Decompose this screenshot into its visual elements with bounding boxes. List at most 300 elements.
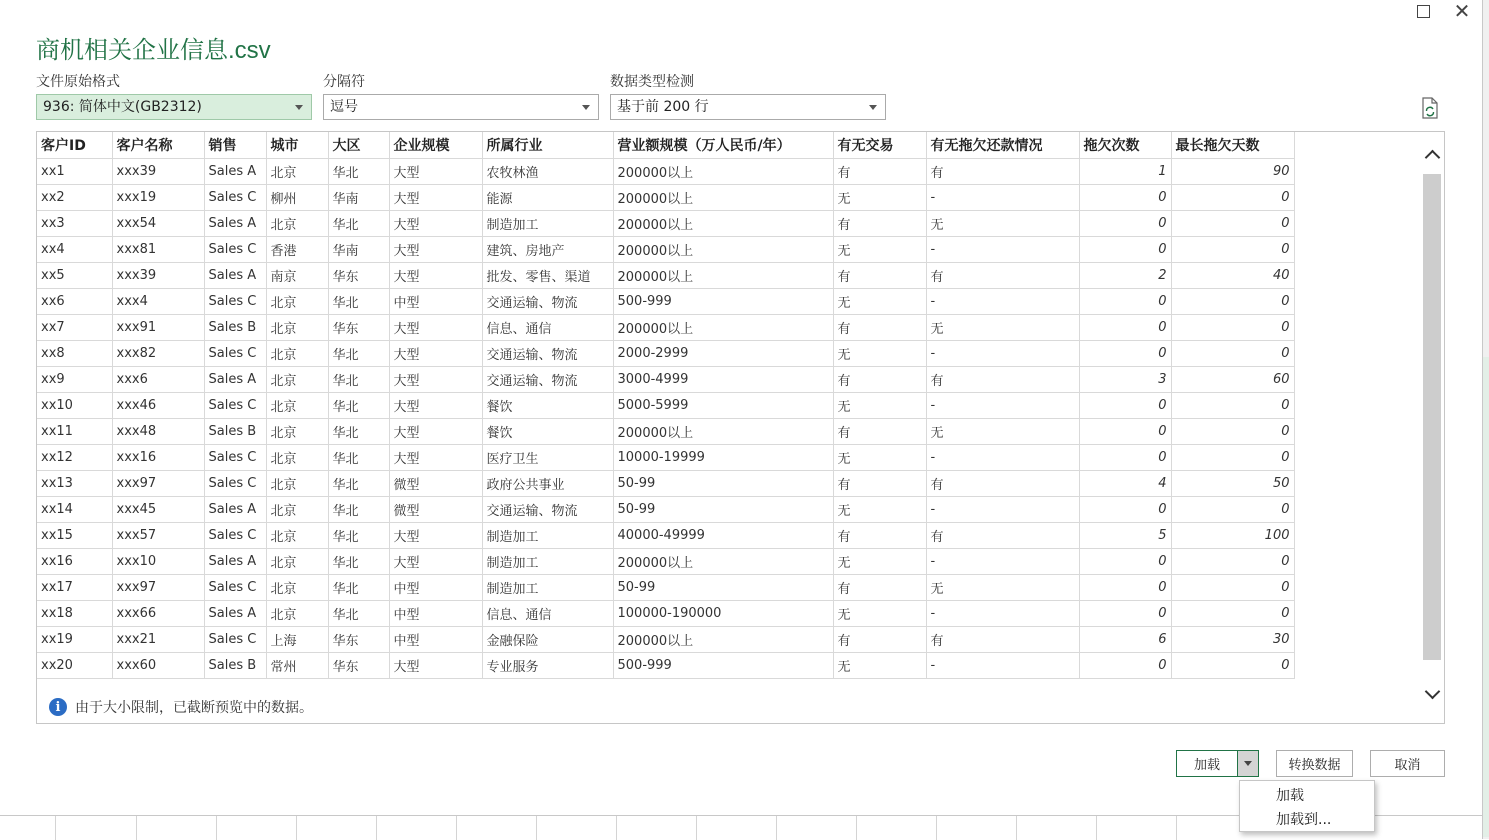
table-cell: xx15: [37, 523, 112, 549]
table-cell: xx10: [37, 393, 112, 419]
table-cell: 无: [833, 653, 926, 679]
table-cell: xx6: [37, 289, 112, 315]
table-cell: 200000以上: [613, 419, 833, 445]
table-cell: 有: [833, 367, 926, 393]
delimiter-value: 逗号: [330, 99, 358, 115]
table-cell: Sales C: [204, 523, 266, 549]
scroll-thumb[interactable]: [1423, 174, 1441, 660]
table-cell: 6: [1079, 627, 1171, 653]
table-cell: 制造加工: [482, 211, 613, 237]
table-cell: 北京: [266, 393, 328, 419]
table-cell: xx19: [37, 627, 112, 653]
truncation-message: 由于大小限制，已截断预览中的数据。: [75, 700, 313, 716]
table-cell: 北京: [266, 601, 328, 627]
table-cell: 中型: [389, 601, 482, 627]
table-row: [37, 445, 1294, 471]
table-cell: 柳州: [266, 185, 328, 211]
table-cell: 无: [833, 601, 926, 627]
table-cell: 0: [1079, 653, 1171, 679]
table-cell: 无: [926, 575, 1079, 601]
table-cell: 100000-190000: [613, 601, 833, 627]
table-cell: 0: [1079, 237, 1171, 263]
table-cell: xxx81: [112, 237, 204, 263]
table-cell: 90: [1171, 159, 1294, 185]
table-cell: 华南: [328, 185, 389, 211]
column-header[interactable]: 有无交易: [833, 132, 926, 159]
table-cell: xxx6: [112, 367, 204, 393]
table-cell: 有: [926, 471, 1079, 497]
table-cell: 0: [1171, 289, 1294, 315]
table-cell: 40: [1171, 263, 1294, 289]
table-cell: 华北: [328, 289, 389, 315]
background-sheet-edge: [1482, 0, 1489, 839]
table-cell: 华北: [328, 341, 389, 367]
table-cell: 3000-4999: [613, 367, 833, 393]
table-cell: 0: [1079, 185, 1171, 211]
table-cell: 建筑、房地产: [482, 237, 613, 263]
table-cell: -: [926, 341, 1079, 367]
table-cell: Sales A: [204, 211, 266, 237]
table-cell: xx5: [37, 263, 112, 289]
column-header[interactable]: 最长拖欠天数: [1171, 132, 1294, 159]
table-cell: 北京: [266, 445, 328, 471]
table-cell: 3: [1079, 367, 1171, 393]
table-cell: 华东: [328, 263, 389, 289]
table-cell: 香港: [266, 237, 328, 263]
table-cell: 大型: [389, 419, 482, 445]
table-cell: 无: [926, 419, 1079, 445]
table-cell: 大型: [389, 367, 482, 393]
table-cell: xxx4: [112, 289, 204, 315]
table-cell: Sales A: [204, 367, 266, 393]
table-cell: xxx97: [112, 471, 204, 497]
table-row: [37, 289, 1294, 315]
table-cell: 0: [1079, 211, 1171, 237]
table-cell: 北京: [266, 341, 328, 367]
table-row: [37, 471, 1294, 497]
table-cell: xx2: [37, 185, 112, 211]
table-cell: xx18: [37, 601, 112, 627]
cancel-button[interactable]: 取消: [1370, 750, 1445, 777]
table-cell: xxx60: [112, 653, 204, 679]
detection-label: 数据类型检测: [610, 74, 694, 90]
table-cell: 有: [833, 471, 926, 497]
table-row: [37, 263, 1294, 289]
table-cell: 常州: [266, 653, 328, 679]
table-cell: 专业服务: [482, 653, 613, 679]
menu-item-load[interactable]: 加载: [1276, 788, 1304, 804]
table-cell: -: [926, 653, 1079, 679]
table-cell: 大型: [389, 653, 482, 679]
table-cell: xx14: [37, 497, 112, 523]
column-header[interactable]: 客户名称: [112, 132, 204, 159]
table-cell: xxx39: [112, 263, 204, 289]
table-row: [37, 159, 1294, 185]
table-cell: 医疗卫生: [482, 445, 613, 471]
table-cell: xx7: [37, 315, 112, 341]
table-cell: 北京: [266, 523, 328, 549]
table-cell: xxx82: [112, 341, 204, 367]
table-cell: 北京: [266, 575, 328, 601]
table-cell: 华北: [328, 445, 389, 471]
table-cell: 交通运输、物流: [482, 497, 613, 523]
table-cell: 政府公共事业: [482, 471, 613, 497]
table-cell: xx20: [37, 653, 112, 679]
chevron-down-icon: [1424, 683, 1440, 699]
table-cell: 华北: [328, 159, 389, 185]
table-cell: 0: [1079, 419, 1171, 445]
chevron-down-icon: [1244, 761, 1252, 766]
table-cell: 北京: [266, 419, 328, 445]
table-cell: 无: [926, 315, 1079, 341]
chevron-down-icon: [582, 105, 590, 110]
table-cell: 华北: [328, 393, 389, 419]
table-cell: 0: [1171, 653, 1294, 679]
table-cell: 0: [1079, 341, 1171, 367]
menu-item-load-to[interactable]: 加载到...: [1276, 812, 1332, 828]
table-cell: -: [926, 497, 1079, 523]
table-cell: 华北: [328, 575, 389, 601]
table-cell: 0: [1171, 315, 1294, 341]
table-cell: xx16: [37, 549, 112, 575]
chevron-down-icon: [295, 105, 303, 110]
table-cell: 上海: [266, 627, 328, 653]
load-button[interactable]: 加载: [1176, 750, 1238, 777]
table-cell: 无: [833, 497, 926, 523]
table-cell: 200000以上: [613, 211, 833, 237]
table-cell: 信息、通信: [482, 601, 613, 627]
table-cell: xxx19: [112, 185, 204, 211]
table-cell: Sales C: [204, 471, 266, 497]
column-header[interactable]: 拖欠次数: [1079, 132, 1171, 159]
refresh-icon[interactable]: [1420, 97, 1440, 119]
table-cell: 50-99: [613, 497, 833, 523]
table-cell: 华北: [328, 601, 389, 627]
table-cell: 2: [1079, 263, 1171, 289]
table-cell: xxx39: [112, 159, 204, 185]
delimiter-select[interactable]: [323, 94, 599, 120]
table-cell: 0: [1171, 549, 1294, 575]
table-cell: 无: [833, 289, 926, 315]
table-cell: 50-99: [613, 471, 833, 497]
table-cell: -: [926, 601, 1079, 627]
table-cell: 中型: [389, 289, 482, 315]
table-cell: 大型: [389, 341, 482, 367]
table-cell: 中型: [389, 627, 482, 653]
table-cell: 50: [1171, 471, 1294, 497]
chevron-down-icon: [869, 105, 877, 110]
table-cell: 200000以上: [613, 549, 833, 575]
encoding-select[interactable]: [36, 94, 312, 120]
table-cell: xxx91: [112, 315, 204, 341]
table-cell: Sales A: [204, 549, 266, 575]
column-header[interactable]: 大区: [328, 132, 389, 159]
table-cell: 华东: [328, 627, 389, 653]
encoding-label: 文件原始格式: [36, 74, 120, 90]
table-cell: 0: [1171, 575, 1294, 601]
table-cell: xxx46: [112, 393, 204, 419]
column-header[interactable]: 城市: [266, 132, 328, 159]
table-cell: 制造加工: [482, 575, 613, 601]
transform-data-button[interactable]: 转换数据: [1276, 750, 1353, 777]
table-cell: 200000以上: [613, 159, 833, 185]
table-cell: 50-99: [613, 575, 833, 601]
table-cell: Sales B: [204, 419, 266, 445]
header-row: [37, 132, 1294, 159]
table-cell: 交通运输、物流: [482, 341, 613, 367]
table-cell: Sales A: [204, 601, 266, 627]
table-cell: 中型: [389, 575, 482, 601]
table-cell: 有: [833, 211, 926, 237]
table-cell: Sales A: [204, 159, 266, 185]
table-cell: Sales A: [204, 497, 266, 523]
table-cell: 金融保险: [482, 627, 613, 653]
table-cell: 有: [926, 263, 1079, 289]
table-row: [37, 185, 1294, 211]
data-preview: [36, 131, 1445, 724]
table-cell: xx8: [37, 341, 112, 367]
table-cell: 0: [1171, 601, 1294, 627]
table-row: [37, 341, 1294, 367]
table-cell: 华北: [328, 419, 389, 445]
encoding-value: 936: 简体中文(GB2312): [43, 99, 202, 115]
table-cell: 200000以上: [613, 185, 833, 211]
table-cell: 有: [833, 419, 926, 445]
detection-value: 基于前 200 行: [617, 99, 709, 115]
table-cell: 2000-2999: [613, 341, 833, 367]
table-cell: 大型: [389, 159, 482, 185]
table-cell: Sales C: [204, 393, 266, 419]
table-cell: 大型: [389, 393, 482, 419]
table-cell: 华北: [328, 211, 389, 237]
table-cell: 华北: [328, 471, 389, 497]
table-cell: 无: [833, 237, 926, 263]
table-cell: 0: [1079, 549, 1171, 575]
table-cell: -: [926, 445, 1079, 471]
column-header[interactable]: 企业规模: [389, 132, 482, 159]
table-cell: xxx97: [112, 575, 204, 601]
table-row: [37, 393, 1294, 419]
table-cell: 大型: [389, 445, 482, 471]
table-cell: 200000以上: [613, 315, 833, 341]
table-cell: 4: [1079, 471, 1171, 497]
table-cell: xxx48: [112, 419, 204, 445]
table-cell: xx17: [37, 575, 112, 601]
column-header[interactable]: 有无拖欠还款情况: [926, 132, 1079, 159]
table-cell: 北京: [266, 289, 328, 315]
maximize-icon: [1417, 5, 1430, 18]
dialog-title: 商机相关企业信息.csv: [36, 37, 271, 64]
table-cell: 0: [1171, 445, 1294, 471]
table-cell: xxx10: [112, 549, 204, 575]
close-icon: ✕: [1453, 0, 1471, 23]
table-cell: 10000-19999: [613, 445, 833, 471]
table-cell: 500-999: [613, 653, 833, 679]
table-cell: 交通运输、物流: [482, 289, 613, 315]
table-cell: 华北: [328, 549, 389, 575]
table-cell: 华南: [328, 237, 389, 263]
table-cell: 北京: [266, 367, 328, 393]
table-cell: 5000-5999: [613, 393, 833, 419]
table-cell: 南京: [266, 263, 328, 289]
table-cell: 信息、通信: [482, 315, 613, 341]
table-row: [37, 497, 1294, 523]
table-cell: 华东: [328, 653, 389, 679]
table-cell: 0: [1079, 497, 1171, 523]
table-row: [37, 419, 1294, 445]
close-button[interactable]: [1443, 0, 1481, 22]
table-cell: -: [926, 289, 1079, 315]
table-cell: Sales C: [204, 237, 266, 263]
table-cell: 北京: [266, 549, 328, 575]
maximize-button[interactable]: [1404, 0, 1442, 22]
table-cell: 有: [833, 523, 926, 549]
table-cell: 500-999: [613, 289, 833, 315]
table-cell: 0: [1171, 393, 1294, 419]
table-cell: 大型: [389, 263, 482, 289]
table-cell: 有: [833, 263, 926, 289]
table-row: [37, 549, 1294, 575]
table-cell: 有: [926, 627, 1079, 653]
table-cell: 200000以上: [613, 627, 833, 653]
table-cell: 0: [1171, 497, 1294, 523]
table-cell: 农牧林渔: [482, 159, 613, 185]
table-cell: 0: [1079, 575, 1171, 601]
table-cell: 北京: [266, 159, 328, 185]
table-row: [37, 627, 1294, 653]
table-cell: xxx54: [112, 211, 204, 237]
table-cell: 0: [1079, 445, 1171, 471]
scroll-up-button[interactable]: [1421, 144, 1443, 164]
table-cell: 0: [1079, 289, 1171, 315]
table-cell: Sales B: [204, 653, 266, 679]
table-cell: Sales C: [204, 341, 266, 367]
table-cell: 华北: [328, 497, 389, 523]
table-cell: 北京: [266, 315, 328, 341]
table-cell: xx3: [37, 211, 112, 237]
scroll-down-button[interactable]: [1421, 684, 1443, 704]
table-cell: 30: [1171, 627, 1294, 653]
table-cell: 北京: [266, 211, 328, 237]
table-cell: 40000-49999: [613, 523, 833, 549]
table-cell: Sales C: [204, 575, 266, 601]
table-cell: 大型: [389, 315, 482, 341]
table-cell: 200000以上: [613, 237, 833, 263]
column-header[interactable]: 营业额规模（万人民币/年）: [613, 132, 833, 159]
table-cell: 5: [1079, 523, 1171, 549]
table-cell: xx12: [37, 445, 112, 471]
table-cell: 能源: [482, 185, 613, 211]
column-header[interactable]: 所属行业: [482, 132, 613, 159]
table-cell: xxx16: [112, 445, 204, 471]
table-cell: 餐饮: [482, 419, 613, 445]
table-cell: 0: [1171, 211, 1294, 237]
table-row: [37, 653, 1294, 679]
table-cell: xxx57: [112, 523, 204, 549]
table-cell: 有: [833, 315, 926, 341]
table-cell: xx13: [37, 471, 112, 497]
table-cell: 0: [1079, 315, 1171, 341]
table-cell: 有: [926, 159, 1079, 185]
table-row: [37, 237, 1294, 263]
table-cell: Sales A: [204, 263, 266, 289]
table-cell: xx1: [37, 159, 112, 185]
preview-table: [37, 132, 1295, 679]
table-cell: 无: [926, 211, 1079, 237]
table-cell: 批发、零售、渠道: [482, 263, 613, 289]
table-cell: Sales C: [204, 445, 266, 471]
table-cell: 大型: [389, 549, 482, 575]
table-row: [37, 367, 1294, 393]
load-menu: [1239, 780, 1375, 832]
table-cell: 无: [833, 393, 926, 419]
table-cell: 0: [1079, 393, 1171, 419]
table-cell: -: [926, 549, 1079, 575]
table-cell: 餐饮: [482, 393, 613, 419]
table-cell: xxx21: [112, 627, 204, 653]
table-cell: xxx66: [112, 601, 204, 627]
table-cell: Sales C: [204, 185, 266, 211]
table-cell: 制造加工: [482, 523, 613, 549]
table-cell: 无: [833, 341, 926, 367]
detection-select[interactable]: [610, 94, 886, 120]
vertical-scrollbar[interactable]: [1421, 144, 1443, 704]
table-cell: -: [926, 237, 1079, 263]
table-cell: 大型: [389, 237, 482, 263]
table-cell: 0: [1171, 185, 1294, 211]
table-cell: -: [926, 393, 1079, 419]
table-cell: 0: [1171, 419, 1294, 445]
table-cell: 0: [1171, 237, 1294, 263]
table-cell: 大型: [389, 211, 482, 237]
table-cell: 微型: [389, 471, 482, 497]
table-cell: Sales C: [204, 627, 266, 653]
table-cell: xx11: [37, 419, 112, 445]
truncation-notice: [49, 697, 313, 717]
table-cell: 100: [1171, 523, 1294, 549]
table-cell: 有: [926, 367, 1079, 393]
load-dropdown-button[interactable]: [1237, 750, 1259, 777]
table-cell: 60: [1171, 367, 1294, 393]
table-cell: 200000以上: [613, 263, 833, 289]
table-row: [37, 575, 1294, 601]
table-row: [37, 315, 1294, 341]
table-cell: 1: [1079, 159, 1171, 185]
table-cell: 北京: [266, 497, 328, 523]
column-header[interactable]: 销售: [204, 132, 266, 159]
table-row: [37, 523, 1294, 549]
table-cell: -: [926, 185, 1079, 211]
chevron-up-icon: [1424, 149, 1440, 165]
table-cell: 有: [926, 523, 1079, 549]
table-row: [37, 211, 1294, 237]
column-header[interactable]: 客户ID: [37, 132, 112, 159]
table-cell: 华东: [328, 315, 389, 341]
table-cell: 北京: [266, 471, 328, 497]
table-cell: 华北: [328, 367, 389, 393]
table-cell: Sales B: [204, 315, 266, 341]
info-icon: i: [49, 698, 67, 716]
table-cell: 大型: [389, 185, 482, 211]
table-cell: Sales C: [204, 289, 266, 315]
table-cell: 交通运输、物流: [482, 367, 613, 393]
table-cell: 有: [833, 627, 926, 653]
table-cell: 无: [833, 549, 926, 575]
table-cell: 大型: [389, 523, 482, 549]
table-cell: 0: [1079, 601, 1171, 627]
table-cell: 制造加工: [482, 549, 613, 575]
table-cell: 有: [833, 159, 926, 185]
